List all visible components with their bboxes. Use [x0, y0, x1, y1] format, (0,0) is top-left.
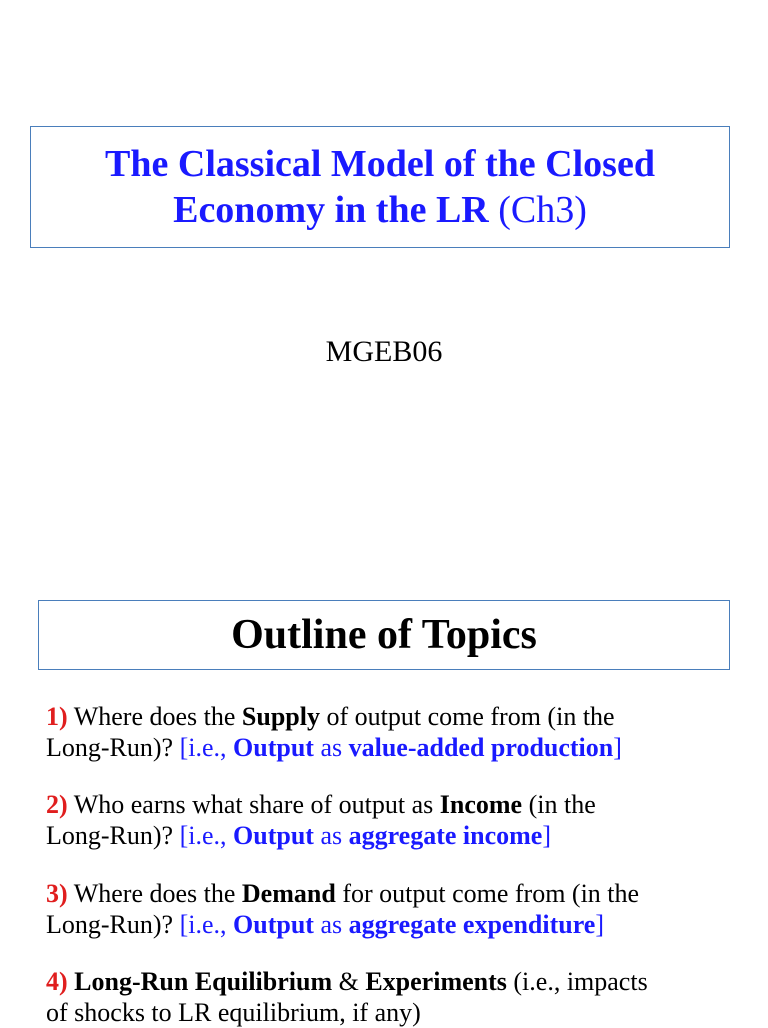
topic-number: 1) — [46, 702, 68, 731]
topic-item-1: 1) Where does the Supply of output come from (in the Long-Run)? [i.e., Output as value-added production] — [46, 702, 622, 762]
topic-item-2: 2) Who earns what share of output as Income (in the Long-Run)? [i.e., Output as aggregate income] — [46, 790, 596, 850]
topic-number: 3) — [46, 879, 68, 908]
title-line-2: Economy in the LR (Ch3) — [173, 189, 587, 231]
outline-heading: Outline of Topics — [38, 600, 730, 670]
title-line-1: The Classical Model of the Closed — [105, 143, 655, 185]
topic-item-4: 4) Long-Run Equilibrium & Experiments (i.e., impacts of shocks to LR equilibrium, if any) — [46, 967, 648, 1027]
topic-number: 2) — [46, 790, 68, 819]
topic-item-3: 3) Where does the Demand for output come from (in the Long-Run)? [i.e., Output as aggregate expenditure] — [46, 879, 640, 939]
topic-number: 4) — [46, 967, 68, 996]
course-code: MGEB06 — [325, 335, 443, 368]
title-box — [30, 126, 730, 248]
